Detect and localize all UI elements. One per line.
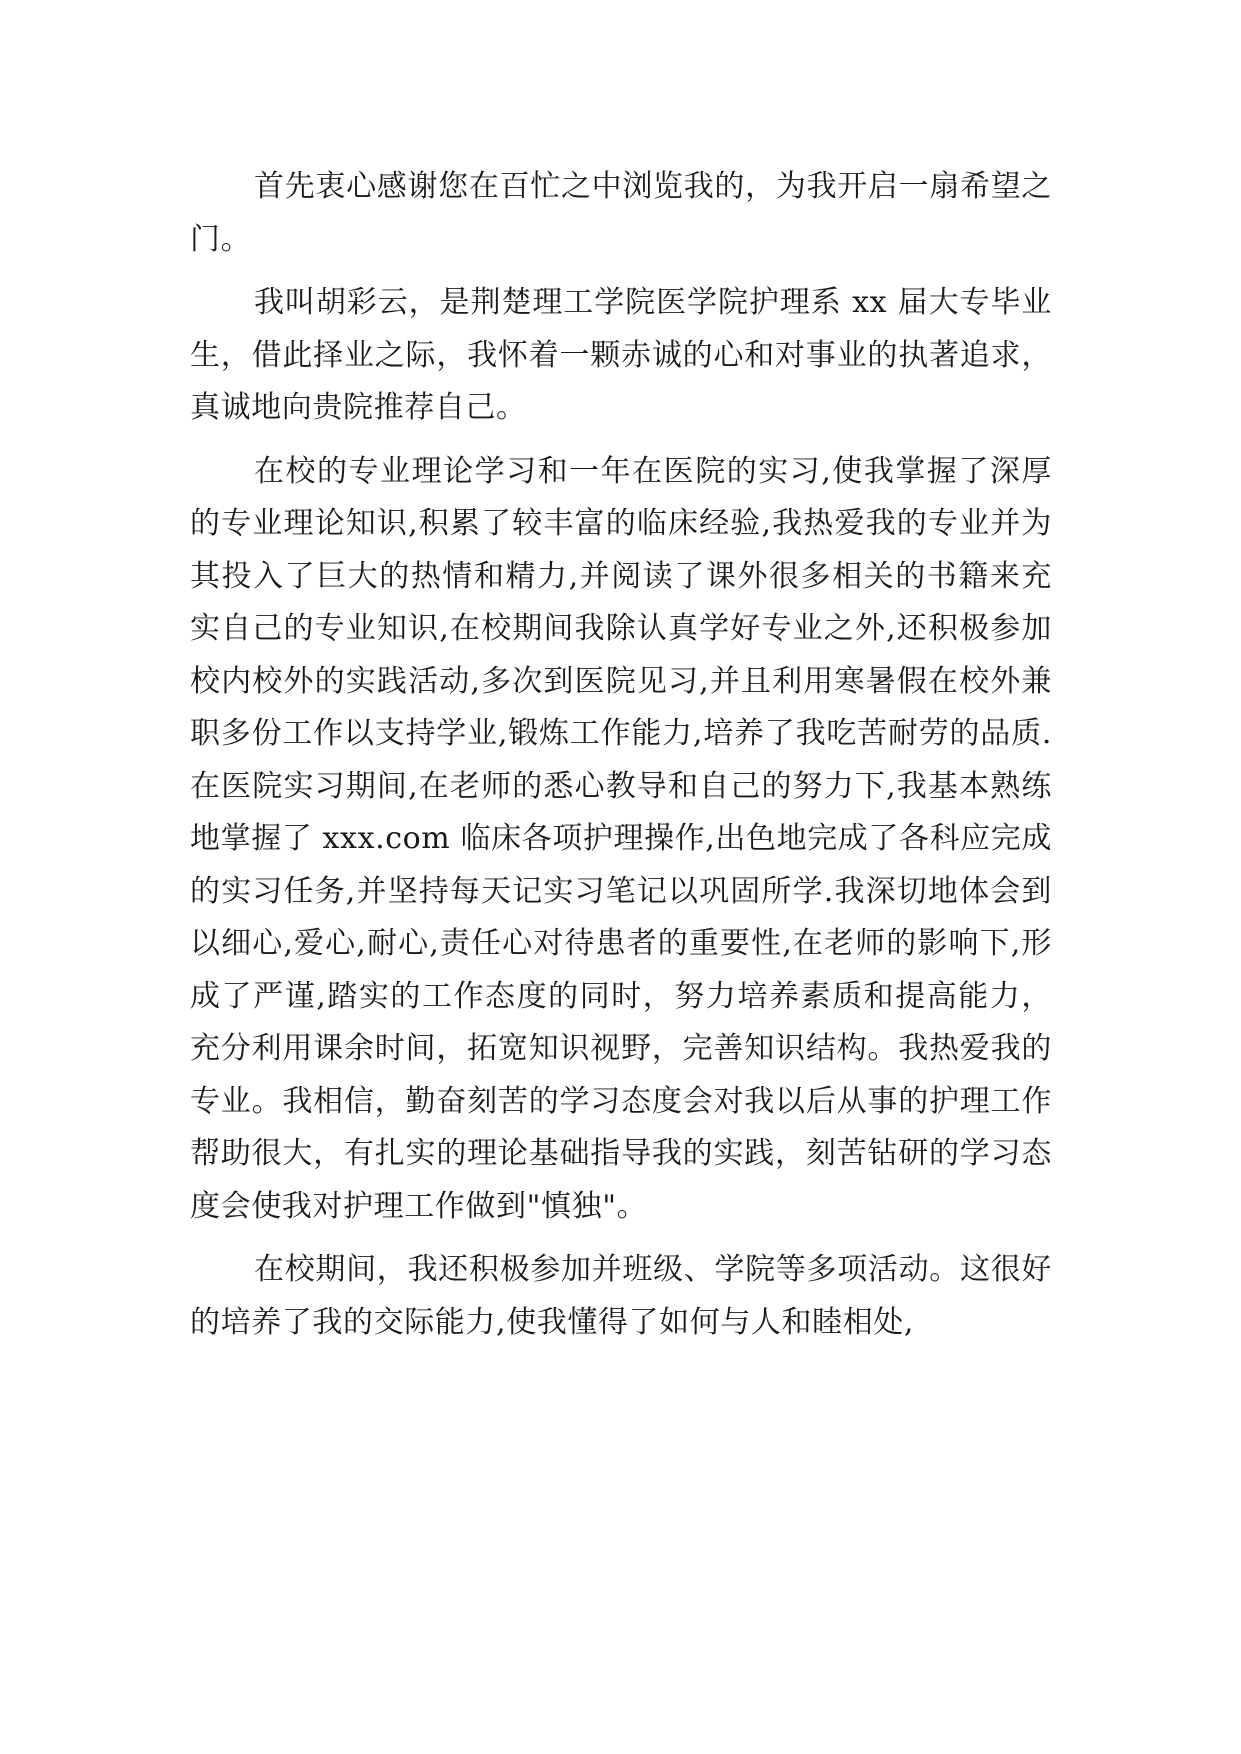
paragraph-study-experience: 在校的专业理论学习和一年在医院的实习,使我掌握了深厚的专业理论知识,积累了较丰富的临床经验,我热爱我的专业并为其投入了巨大的热情和精力,并阅读了课外很多相关的书籍来充实自己的专业知识,在校期间我除认真学好专业之外,还积极参加校内校外的实践活动,多次到医院见习,并且利用寒暑假在校外兼职多份工作以支持学业,锻炼工作能力,培养了我吃苦耐劳的品质.在医院实习期间,在老师的悉心教导和自己的努力下,我基本熟练地掌握了 xxx.com 临床各项护理操作,出色地完成了各科应完成的实习任务,并坚持每天记实习笔记以巩固所学.我深切地体会到以细心,爱心,耐心,责任心对待患者的重要性,在老师的影响下,形成了严谨,踏实的工作态度的同时，努力培养素质和提高能力，充分利用课余时间，拓宽知识视野，完善知识结构。我热爱我的专业。我相信，勤奋刻苦的学习态度会对我以后从事的护理工作帮助很大，有扎实的理论基础指导我的实践，刻苦钻研的学习态度会使我对护理工作做到"慎独"。	[190, 453, 1053, 1224]
paragraph-school-activities: 在校期间，我还积极参加并班级、学院等多项活动。这很好的培养了我的交际能力,使我懂得了如何与人和睦相处,	[190, 1252, 1052, 1340]
body-text	[190, 161, 1052, 1360]
paragraph-gratitude: 首先衷心感谢您在百忙之中浏览我的，为我开启一扇希望之门。	[190, 169, 1052, 257]
paragraph-introduction: 我叫胡彩云，是荆楚理工学院医学院护理系 xx 届大专毕业生，借此择业之际，我怀着一颗赤诚的心和对事业的执著追求，真诚地向贵院推荐自己。	[190, 285, 1052, 425]
